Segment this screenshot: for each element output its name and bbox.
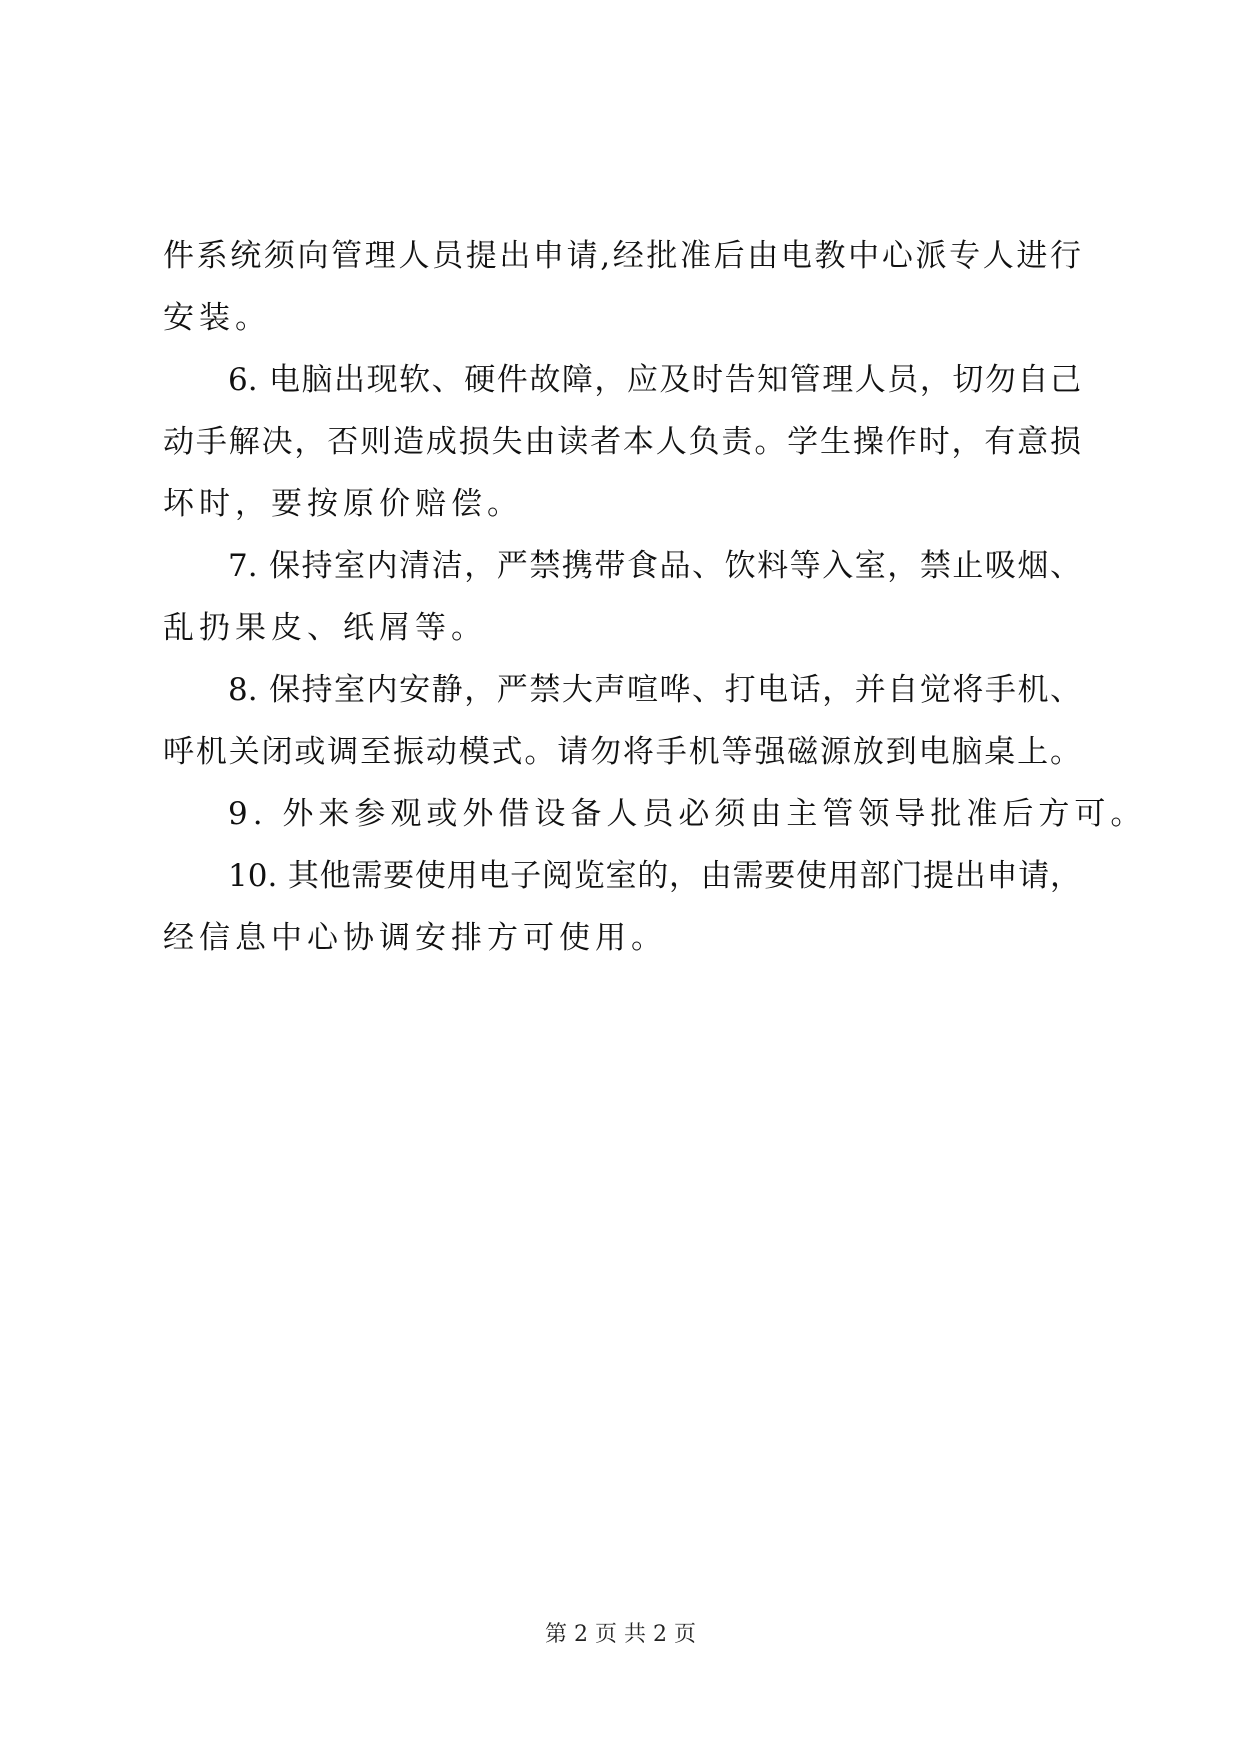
paragraph-line: 坏时，要按原价赔偿。 [163, 486, 523, 522]
paragraph-line: 安装。 [163, 300, 271, 336]
paragraph-line: 9. 外来参观或外借设备人员必须由主管领导批准后方可。 [228, 796, 1147, 832]
paragraph-line: 10. 其他需要使用电子阅览室的，由需要使用部门提出申请， [228, 858, 1081, 894]
paragraph-line: 乱扔果皮、纸屑等。 [163, 610, 487, 646]
paragraph-line: 经信息中心协调安排方可使用。 [163, 920, 667, 956]
paragraph-line: 7. 保持室内清洁，严禁携带食品、饮料等入室，禁止吸烟、 [228, 548, 1081, 584]
paragraph-line: 件系统须向管理人员提出申请,经批准后由电教中心派专人进行 [163, 238, 1081, 274]
paragraph-line: 8. 保持室内安静，严禁大声喧哗、打电话，并自觉将手机、 [228, 672, 1081, 708]
paragraph-line: 6. 电脑出现软、硬件故障，应及时告知管理人员，切勿自己 [228, 362, 1081, 398]
page-number-footer: 第 2 页 共 2 页 [545, 1622, 696, 1647]
paragraph-line: 动手解决，否则造成损失由读者本人负责。学生操作时，有意损 [163, 424, 1081, 460]
paragraph-line: 呼机关闭或调至振动模式。请勿将手机等强磁源放到电脑桌上。 [163, 734, 1081, 770]
document-body [163, 225, 1147, 969]
